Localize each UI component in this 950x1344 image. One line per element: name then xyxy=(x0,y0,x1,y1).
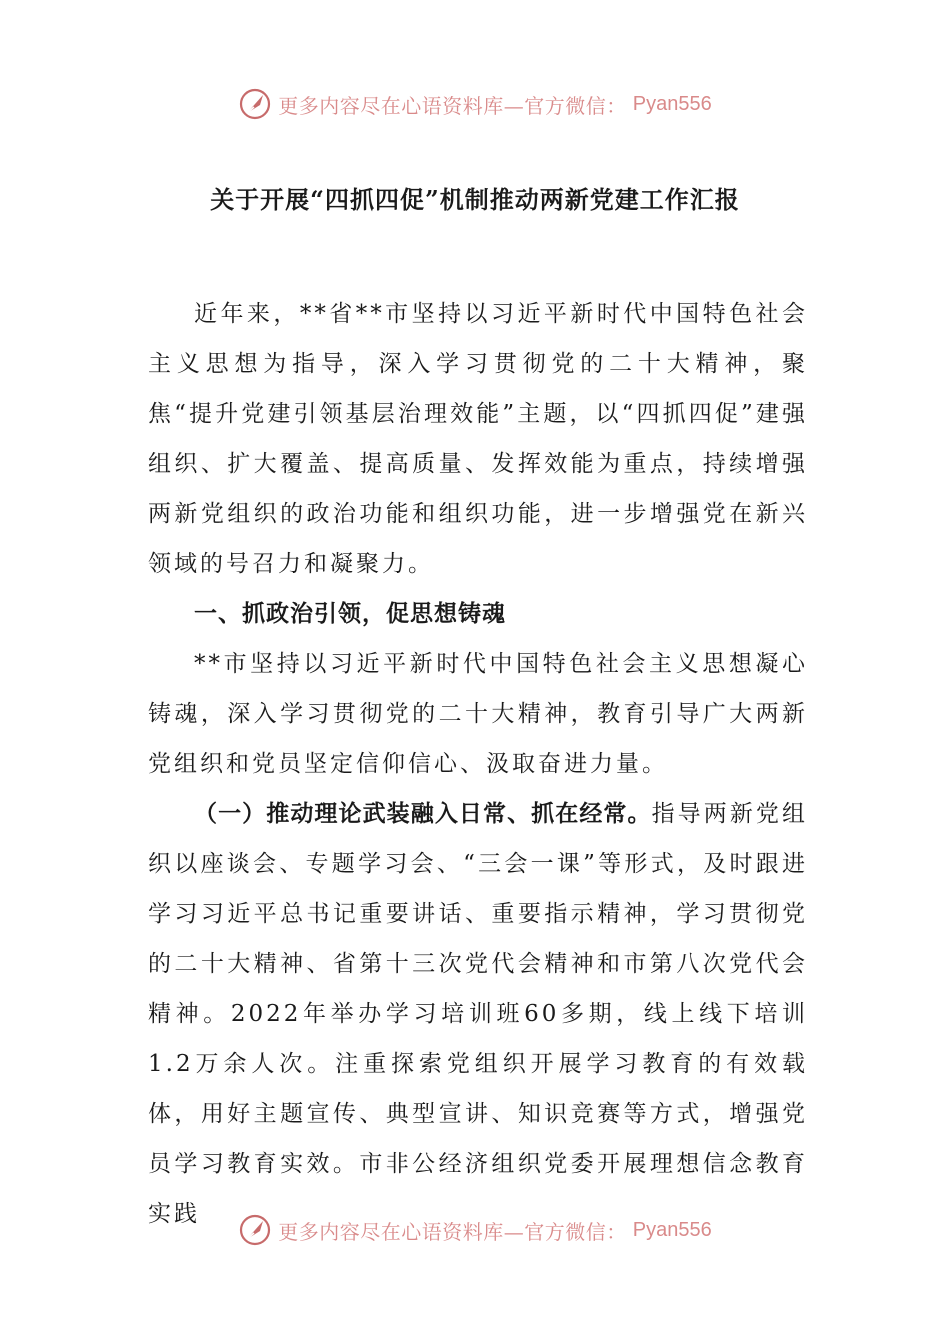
watermark-text: 更多内容尽在心语资料库—官方微信： xyxy=(278,1219,627,1244)
watermark-text: 更多内容尽在心语资料库—官方微信： xyxy=(278,93,627,118)
watermark-wechat-id: Pyan556 xyxy=(632,1218,712,1241)
quill-logo-icon xyxy=(238,87,272,121)
intro-paragraph: 近年来，**省**市坚持以习近平新时代中国特色社会主义思想为指导，深入学习贯彻党的二十大精神，聚焦“提升党建引领基层治理效能”主题，以“四抓四促”建强组织、扩大覆盖、提高质量、发挥效能为重点，持续增强两新党组织的政治功能和组织功能，进一步增强党在新兴领域的号召力和凝聚力。 xyxy=(148,301,808,577)
document-body xyxy=(148,289,808,1239)
quill-logo-icon xyxy=(238,1213,272,1247)
subsection-heading-1: （一）推动理论武装融入日常、抓在经常。 xyxy=(194,800,652,827)
subsection-1-text: 指导两新党组织以座谈会、专题学习会、“三会一课”等形式，及时跟进学习习近平总书记重要讲话、重要指示精神，学习贯彻党的二十大精神、省第十三次党代会精神和市第八次党代会精神。2022年举办学习培训班60多期，线上线下培训1.2万余人次。注重探索党组织开展学习教育的有效载体，用好主题宣传、典型宣讲、知识竞赛等方式，增强党员学习教育实效。市非公经济组织党委开展理想信念教育实践 xyxy=(148,801,809,1227)
document-title: 关于开展“四抓四促”机制推动两新党建工作汇报 xyxy=(210,185,740,214)
watermark-footer xyxy=(0,1210,950,1250)
subsection-1-paragraph xyxy=(148,789,808,1239)
section-heading-1: 一、抓政治引领，促思想铸魂 xyxy=(194,600,506,627)
watermark-header xyxy=(0,84,950,124)
watermark-wechat-id: Pyan556 xyxy=(632,92,712,115)
section-1-paragraph: **市坚持以习近平新时代中国特色社会主义思想凝心铸魂，深入学习贯彻党的二十大精神，教育引导广大两新党组织和党员坚定信仰信心、汲取奋进力量。 xyxy=(148,651,808,777)
